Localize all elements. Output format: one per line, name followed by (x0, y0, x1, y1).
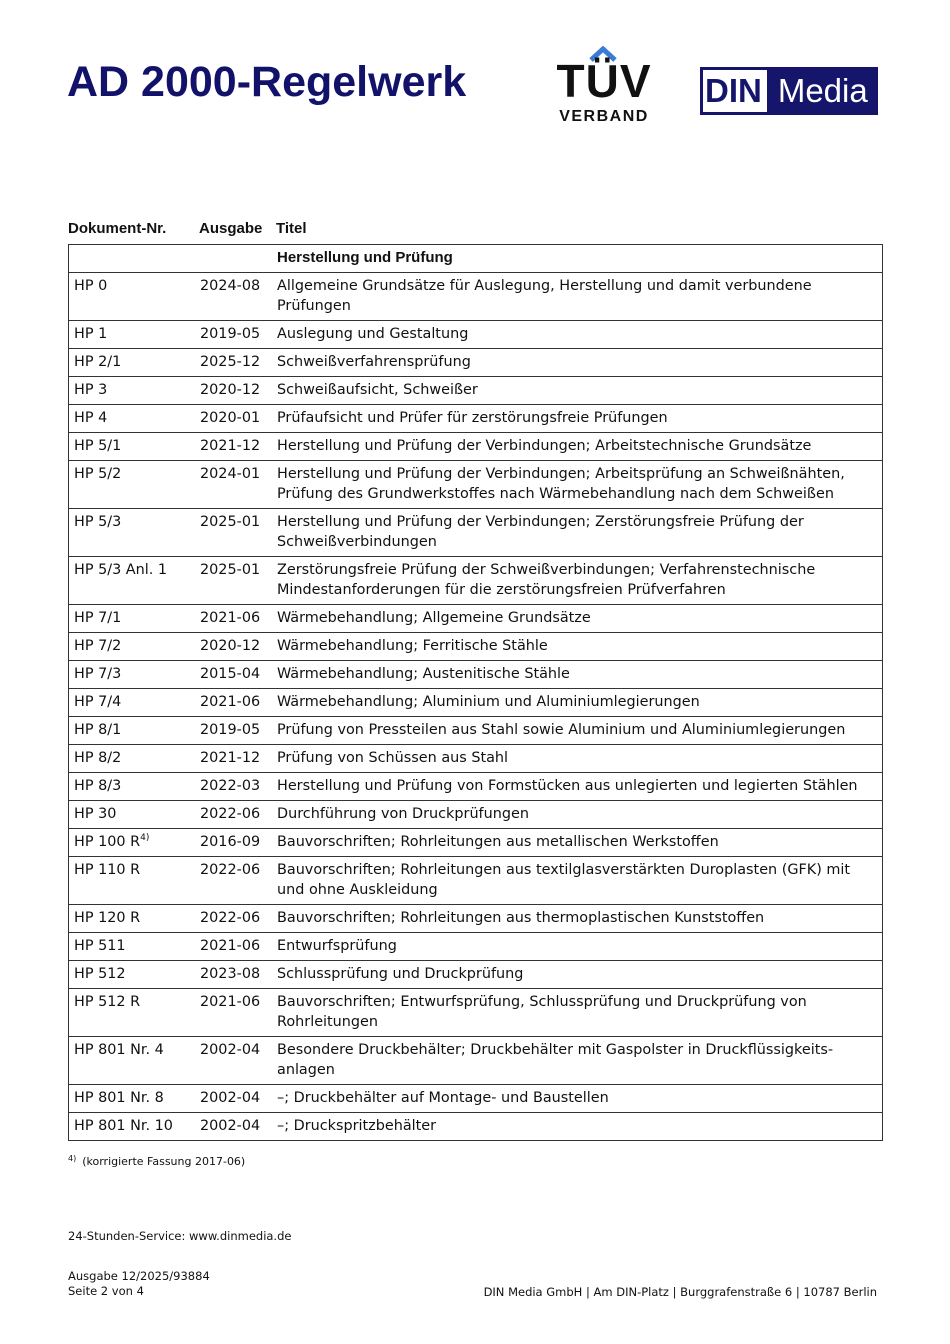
cell-titel: Zerstörungsfreie Prüfung der Schweißverbindungen; Verfahrenstechnische Mindestanforderungen für die zerstörungsfreien Prüfverfahren (277, 557, 883, 605)
table-column-headers (68, 218, 883, 240)
cell-titel: Wärmebehandlung; Ferritische Stähle (277, 633, 883, 661)
din-logo-right: Media (770, 67, 878, 115)
table-row (69, 273, 883, 321)
cell-titel: Bauvorschriften; Rohrleitungen aus metallischen Werkstoffen (277, 829, 883, 857)
table-row (69, 349, 883, 377)
table-row (69, 989, 883, 1037)
footnote-mark: 4) (68, 1154, 77, 1163)
edition-info (68, 1269, 210, 1299)
cell-document-number: HP 30 (69, 801, 201, 829)
cell-ausgabe: 2024-08 (200, 273, 277, 321)
cell-titel: Besondere Druckbehälter; Druckbehälter mit Gaspolster in Druckflüssigkeits-anlagen (277, 1037, 883, 1085)
table-row (69, 801, 883, 829)
table-row (69, 773, 883, 801)
cell-ausgabe: 2020-01 (200, 405, 277, 433)
cell-document-number: HP 512 (69, 961, 201, 989)
din-logo-left: DIN (700, 67, 770, 115)
cell-ausgabe: 2019-05 (200, 321, 277, 349)
cell-ausgabe: 2002-04 (200, 1113, 277, 1141)
table-row (69, 933, 883, 961)
cell-titel: Herstellung und Prüfung der Verbindungen; Arbeitstechnische Grundsätze (277, 433, 883, 461)
cell-ausgabe: 2022-03 (200, 773, 277, 801)
cell-titel: Schlussprüfung und Druckprüfung (277, 961, 883, 989)
tuv-verband-logo (552, 46, 656, 128)
cell-titel: Prüfung von Pressteilen aus Stahl sowie Aluminium und Aluminiumlegierungen (277, 717, 883, 745)
cell-document-number: HP 5/3 Anl. 1 (69, 557, 201, 605)
cell-ausgabe: 2022-06 (200, 857, 277, 905)
section-row (69, 245, 883, 273)
page-number: Seite 2 von 4 (68, 1284, 144, 1298)
cell-document-number: HP 5/1 (69, 433, 201, 461)
cell-ausgabe: 2020-12 (200, 633, 277, 661)
cell-ausgabe: 2021-06 (200, 989, 277, 1037)
cell-document-number: HP 7/4 (69, 689, 201, 717)
cell-document-number: HP 7/1 (69, 605, 201, 633)
table-row (69, 405, 883, 433)
cell-document-number: HP 1 (69, 321, 201, 349)
cell-ausgabe: 2021-12 (200, 745, 277, 773)
cell-ausgabe: 2025-01 (200, 509, 277, 557)
table-row (69, 377, 883, 405)
table-row (69, 461, 883, 509)
cell-ausgabe: 2020-12 (200, 377, 277, 405)
table-row (69, 961, 883, 989)
edition-number: Ausgabe 12/2025/93884 (68, 1269, 210, 1283)
column-header-ausgabe: Ausgabe (199, 220, 263, 237)
cell-document-number: HP 511 (69, 933, 201, 961)
cell-document-number: HP 8/1 (69, 717, 201, 745)
cell-titel: Herstellung und Prüfung der Verbindungen; Arbeitsprüfung an Schweißnähten, Prüfung des Grundwerkstoffes nach Wärmebehandlung nach dem Schweißen (277, 461, 883, 509)
cell-titel: Prüfung von Schüssen aus Stahl (277, 745, 883, 773)
table-row (69, 745, 883, 773)
cell-ausgabe: 2015-04 (200, 661, 277, 689)
cell-titel: Wärmebehandlung; Austenitische Stähle (277, 661, 883, 689)
din-media-logo (700, 67, 878, 115)
cell-titel: Auslegung und Gestaltung (277, 321, 883, 349)
cell-titel: Bauvorschriften; Rohrleitungen aus thermoplastischen Kunststoffen (277, 905, 883, 933)
table-row (69, 1037, 883, 1085)
section-title: Herstellung und Prüfung (277, 245, 883, 273)
cell-ausgabe: 2022-06 (200, 801, 277, 829)
cell-ausgabe: 2021-06 (200, 933, 277, 961)
table-row (69, 605, 883, 633)
cell-titel: Bauvorschriften; Entwurfsprüfung, Schlussprüfung und Druckprüfung von Rohrleitungen (277, 989, 883, 1037)
footnote-reference: 4) (140, 833, 150, 843)
table-row (69, 857, 883, 905)
cell-document-number: HP 110 R (69, 857, 201, 905)
table-row (69, 717, 883, 745)
cell-titel: Wärmebehandlung; Aluminium und Aluminiumlegierungen (277, 689, 883, 717)
cell-document-number: HP 7/2 (69, 633, 201, 661)
table-row (69, 557, 883, 605)
cell-document-number: HP 0 (69, 273, 201, 321)
cell-document-number: HP 120 R (69, 905, 201, 933)
cell-document-number: HP 2/1 (69, 349, 201, 377)
table-row (69, 1113, 883, 1141)
cell-document-number: HP 512 R (69, 989, 201, 1037)
table-row (69, 321, 883, 349)
footnote (68, 1154, 245, 1168)
tuv-logo-sub: VERBAND (559, 108, 649, 125)
cell-document-number: HP 801 Nr. 8 (69, 1085, 201, 1113)
cell-titel: –; Druckbehälter auf Montage- und Baustellen (277, 1085, 883, 1113)
page-title: AD 2000-Regelwerk (67, 58, 467, 106)
cell-document-number: HP 3 (69, 377, 201, 405)
column-header-titel: Titel (276, 220, 307, 237)
table-row (69, 661, 883, 689)
cell-ausgabe: 2021-06 (200, 689, 277, 717)
column-header-doc: Dokument-Nr. (68, 220, 167, 237)
cell-titel: Bauvorschriften; Rohrleitungen aus textilglasverstärkten Duroplasten (GFK) mit und ohne Auskleidung (277, 857, 883, 905)
cell-document-number: HP 5/3 (69, 509, 201, 557)
cell-ausgabe: 2025-12 (200, 349, 277, 377)
cell-document-number: HP 7/3 (69, 661, 201, 689)
cell-ausgabe: 2023-08 (200, 961, 277, 989)
cell-ausgabe: 2021-12 (200, 433, 277, 461)
cell-document-number: HP 801 Nr. 4 (69, 1037, 201, 1085)
publisher-address: DIN Media GmbH | Am DIN-Platz | Burggrafenstraße 6 | 10787 Berlin (483, 1285, 877, 1299)
cell-titel: Herstellung und Prüfung von Formstücken aus unlegierten und legierten Stählen (277, 773, 883, 801)
table-row (69, 905, 883, 933)
cell-titel: Entwurfsprüfung (277, 933, 883, 961)
cell-titel: Schweißaufsicht, Schweißer (277, 377, 883, 405)
service-line: 24-Stunden-Service: www.dinmedia.de (68, 1229, 292, 1243)
cell-titel: Schweißverfahrensprüfung (277, 349, 883, 377)
cell-ausgabe: 2024-01 (200, 461, 277, 509)
cell-ausgabe: 2021-06 (200, 605, 277, 633)
table-row (69, 433, 883, 461)
cell-titel: –; Druckspritzbehälter (277, 1113, 883, 1141)
cell-ausgabe: 2002-04 (200, 1037, 277, 1085)
table-row (69, 689, 883, 717)
tuv-logo-word: TÜV (556, 55, 652, 107)
document-table (68, 244, 883, 1141)
cell-titel: Allgemeine Grundsätze für Auslegung, Herstellung und damit verbundene Prüfungen (277, 273, 883, 321)
cell-ausgabe: 2025-01 (200, 557, 277, 605)
cell-titel: Durchführung von Druckprüfungen (277, 801, 883, 829)
cell-document-number: HP 100 R$^{4)}$ (69, 829, 201, 857)
cell-document-number: HP 8/3 (69, 773, 201, 801)
cell-titel: Wärmebehandlung; Allgemeine Grundsätze (277, 605, 883, 633)
table-row (69, 1085, 883, 1113)
cell-ausgabe: 2022-06 (200, 905, 277, 933)
table-row (69, 829, 883, 857)
footnote-text: (korrigierte Fassung 2017-06) (82, 1155, 246, 1168)
cell-ausgabe: 2002-04 (200, 1085, 277, 1113)
cell-ausgabe: 2019-05 (200, 717, 277, 745)
cell-document-number: HP 5/2 (69, 461, 201, 509)
table-row (69, 633, 883, 661)
cell-titel: Prüfaufsicht und Prüfer für zerstörungsfreie Prüfungen (277, 405, 883, 433)
cell-titel: Herstellung und Prüfung der Verbindungen; Zerstörungsfreie Prüfung der Schweißverbindungen (277, 509, 883, 557)
cell-ausgabe: 2016-09 (200, 829, 277, 857)
cell-document-number: HP 4 (69, 405, 201, 433)
cell-document-number: HP 8/2 (69, 745, 201, 773)
cell-document-number: HP 801 Nr. 10 (69, 1113, 201, 1141)
table-row (69, 509, 883, 557)
